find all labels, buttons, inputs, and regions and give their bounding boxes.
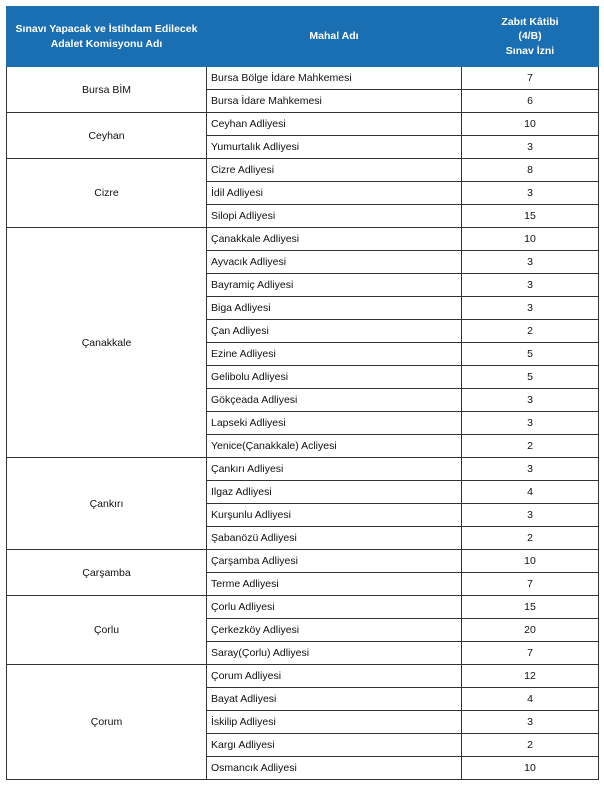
commission-name-cell: Cizre bbox=[7, 159, 207, 228]
table-row bbox=[7, 550, 599, 573]
permit-count-cell: 2 bbox=[462, 527, 599, 550]
location-name-cell: Ezine Adliyesi bbox=[207, 343, 462, 366]
permit-count-cell: 10 bbox=[462, 113, 599, 136]
location-name-cell: Yenice(Çanakkale) Acliyesi bbox=[207, 435, 462, 458]
permit-count-cell: 15 bbox=[462, 596, 599, 619]
permit-count-cell: 5 bbox=[462, 366, 599, 389]
header-commission-line2: Adalet Komisyonu Adı bbox=[50, 37, 163, 50]
location-name-cell: Lapseki Adliyesi bbox=[207, 412, 462, 435]
header-permit-line1: Zabıt Kâtibi bbox=[501, 16, 559, 29]
location-name-cell: İskilip Adliyesi bbox=[207, 711, 462, 734]
table-body bbox=[7, 67, 599, 780]
permit-count-cell: 3 bbox=[462, 297, 599, 320]
location-name-cell: İdil Adliyesi bbox=[207, 182, 462, 205]
header-permit-line3: Sınav İzni bbox=[505, 44, 555, 57]
header-permit-line2: (4/B) bbox=[518, 30, 542, 43]
location-name-cell: Ceyhan Adliyesi bbox=[207, 113, 462, 136]
permit-count-cell: 2 bbox=[462, 734, 599, 757]
header-exam-permit bbox=[462, 7, 599, 67]
location-name-cell: Saray(Çorlu) Adliyesi bbox=[207, 642, 462, 665]
location-name-cell: Çan Adliyesi bbox=[207, 320, 462, 343]
header-location-label: Mahal Adı bbox=[309, 30, 359, 43]
permit-count-cell: 8 bbox=[462, 159, 599, 182]
table-row bbox=[7, 458, 599, 481]
permit-count-cell: 3 bbox=[462, 182, 599, 205]
permit-count-cell: 7 bbox=[462, 67, 599, 90]
permit-count-cell: 4 bbox=[462, 688, 599, 711]
location-name-cell: Cizre Adliyesi bbox=[207, 159, 462, 182]
location-name-cell: Biga Adliyesi bbox=[207, 297, 462, 320]
permit-count-cell: 3 bbox=[462, 711, 599, 734]
commission-name-cell: Çarşamba bbox=[7, 550, 207, 596]
permit-count-cell: 20 bbox=[462, 619, 599, 642]
permit-count-cell: 7 bbox=[462, 642, 599, 665]
permit-count-cell: 2 bbox=[462, 435, 599, 458]
permit-count-cell: 3 bbox=[462, 412, 599, 435]
location-name-cell: Çorlu Adliyesi bbox=[207, 596, 462, 619]
location-name-cell: Gökçeada Adliyesi bbox=[207, 389, 462, 412]
permit-count-cell: 3 bbox=[462, 458, 599, 481]
permit-count-cell: 10 bbox=[462, 550, 599, 573]
exam-permit-table bbox=[6, 6, 599, 780]
permit-count-cell: 10 bbox=[462, 757, 599, 780]
permit-count-cell: 3 bbox=[462, 504, 599, 527]
location-name-cell: Terme Adliyesi bbox=[207, 573, 462, 596]
header-commission-name bbox=[7, 7, 207, 67]
table-row bbox=[7, 67, 599, 90]
permit-count-cell: 4 bbox=[462, 481, 599, 504]
header-location-name bbox=[207, 7, 462, 67]
location-name-cell: Bursa İdare Mahkemesi bbox=[207, 90, 462, 113]
location-name-cell: Ilgaz Adliyesi bbox=[207, 481, 462, 504]
permit-count-cell: 6 bbox=[462, 90, 599, 113]
table-row bbox=[7, 596, 599, 619]
location-name-cell: Osmancık Adliyesi bbox=[207, 757, 462, 780]
permit-count-cell: 3 bbox=[462, 136, 599, 159]
commission-name-cell: Bursa BİM bbox=[7, 67, 207, 113]
table-row bbox=[7, 228, 599, 251]
table-header-row bbox=[7, 7, 599, 67]
location-name-cell: Çanakkale Adliyesi bbox=[207, 228, 462, 251]
permit-count-cell: 5 bbox=[462, 343, 599, 366]
permit-count-cell: 2 bbox=[462, 320, 599, 343]
commission-name-cell: Ceyhan bbox=[7, 113, 207, 159]
permit-count-cell: 10 bbox=[462, 228, 599, 251]
permit-count-cell: 15 bbox=[462, 205, 599, 228]
table-row bbox=[7, 159, 599, 182]
permit-count-cell: 3 bbox=[462, 389, 599, 412]
commission-name-cell: Çanakkale bbox=[7, 228, 207, 458]
location-name-cell: Bayat Adliyesi bbox=[207, 688, 462, 711]
commission-name-cell: Çorum bbox=[7, 665, 207, 780]
commission-name-cell: Çorlu bbox=[7, 596, 207, 665]
location-name-cell: Gelibolu Adliyesi bbox=[207, 366, 462, 389]
commission-name-cell: Çankırı bbox=[7, 458, 207, 550]
table-row bbox=[7, 665, 599, 688]
location-name-cell: Ayvacık Adliyesi bbox=[207, 251, 462, 274]
permit-count-cell: 3 bbox=[462, 274, 599, 297]
location-name-cell: Kargı Adliyesi bbox=[207, 734, 462, 757]
permit-count-cell: 12 bbox=[462, 665, 599, 688]
location-name-cell: Çarşamba Adliyesi bbox=[207, 550, 462, 573]
location-name-cell: Kurşunlu Adliyesi bbox=[207, 504, 462, 527]
header-commission-line1: Sınavı Yapacak ve İstihdam Edilecek bbox=[15, 23, 198, 36]
location-name-cell: Çerkezköy Adliyesi bbox=[207, 619, 462, 642]
permit-count-cell: 3 bbox=[462, 251, 599, 274]
exam-permit-table-container bbox=[6, 6, 598, 780]
location-name-cell: Silopi Adliyesi bbox=[207, 205, 462, 228]
location-name-cell: Yumurtalık Adliyesi bbox=[207, 136, 462, 159]
permit-count-cell: 7 bbox=[462, 573, 599, 596]
location-name-cell: Çorum Adliyesi bbox=[207, 665, 462, 688]
location-name-cell: Bursa Bölge İdare Mahkemesi bbox=[207, 67, 462, 90]
location-name-cell: Şabanözü Adliyesi bbox=[207, 527, 462, 550]
location-name-cell: Çankırı Adliyesi bbox=[207, 458, 462, 481]
table-row bbox=[7, 113, 599, 136]
location-name-cell: Bayramiç Adliyesi bbox=[207, 274, 462, 297]
